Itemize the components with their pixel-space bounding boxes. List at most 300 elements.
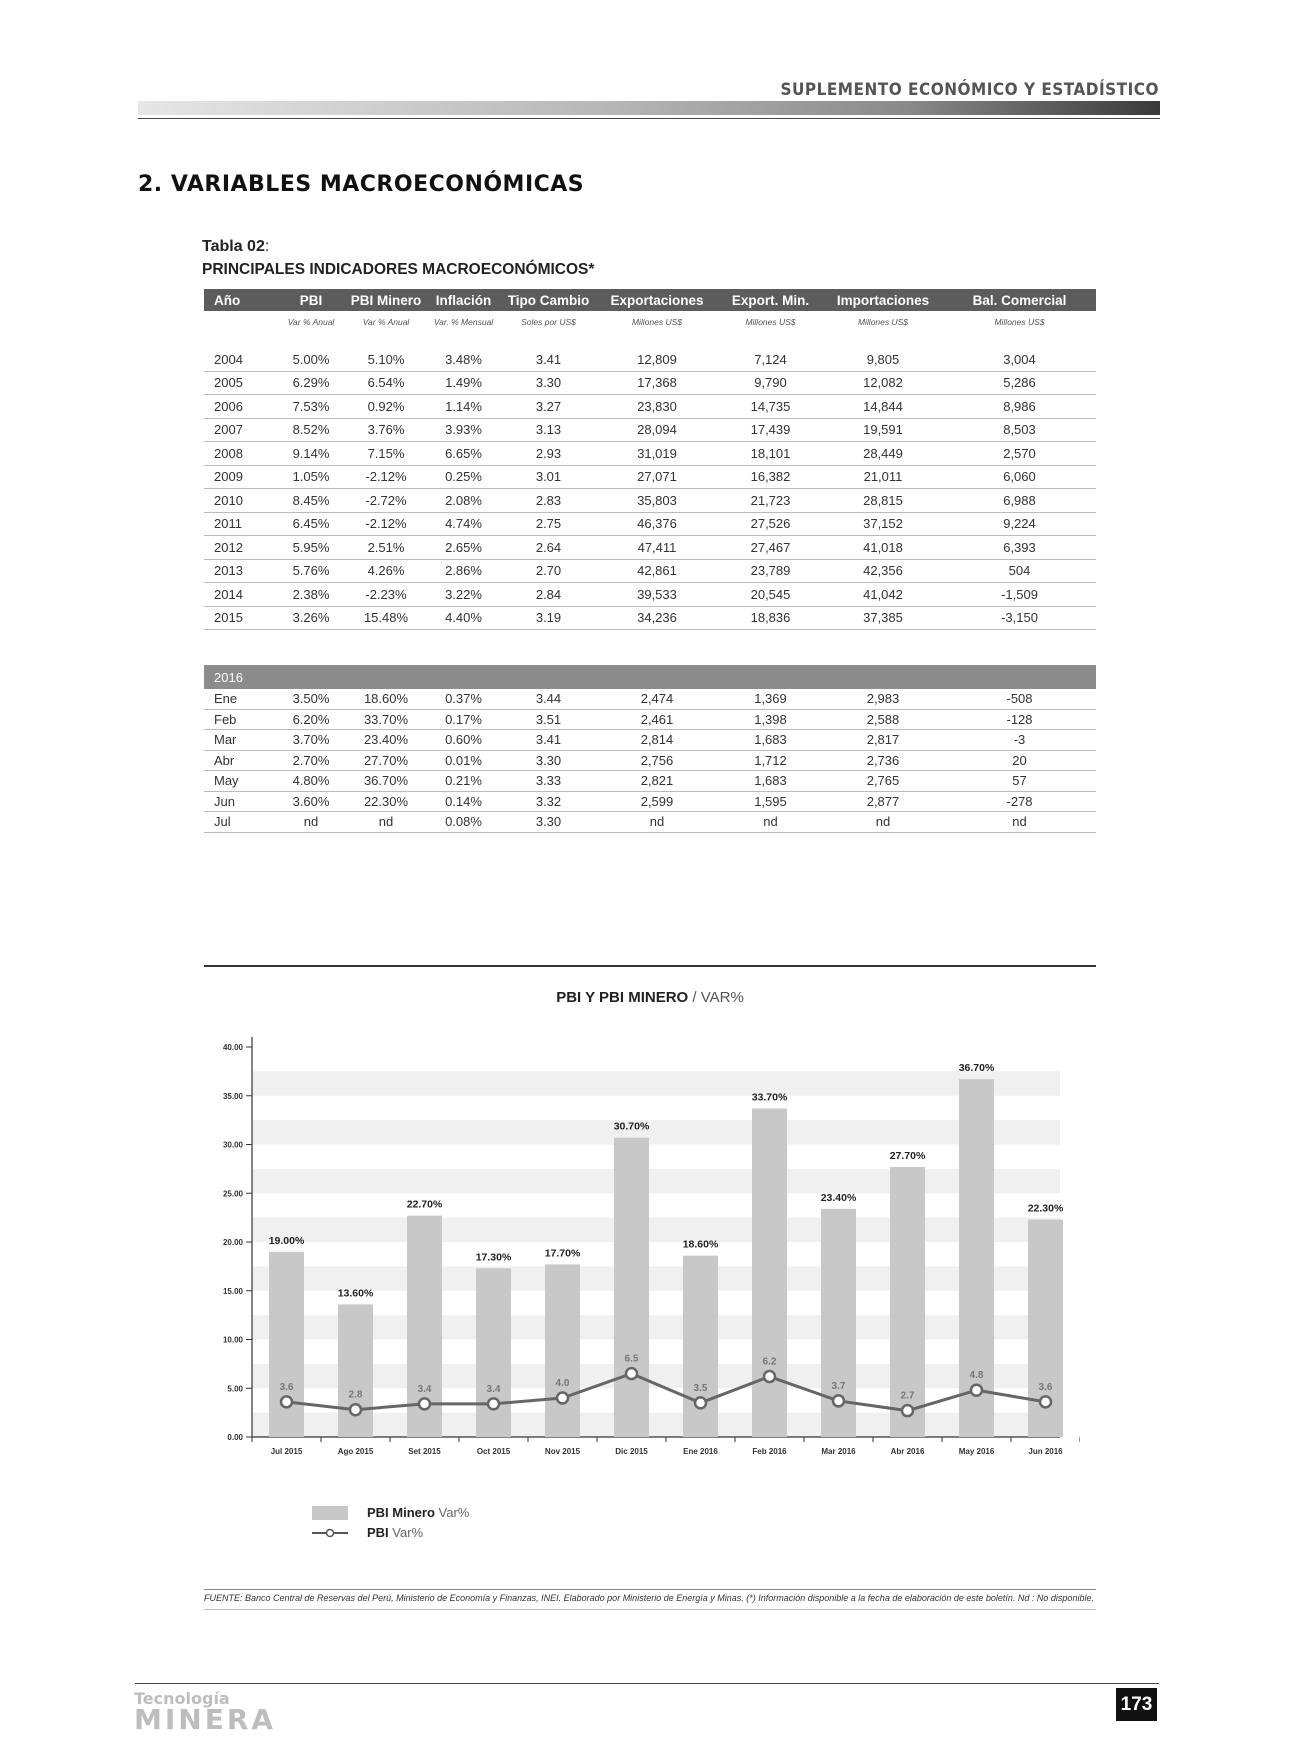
table-row — [204, 418, 1096, 442]
table-cell: 42,861 — [596, 559, 718, 583]
legend-item-pbi-minero — [367, 1505, 469, 1520]
table-row — [204, 512, 1096, 536]
table-cell: 2,814 — [596, 730, 718, 751]
table-cell: 2,877 — [823, 791, 943, 812]
table-cell: -2.12% — [346, 512, 426, 536]
line-point — [764, 1371, 775, 1382]
units-row — [204, 311, 1096, 333]
line-point — [281, 1396, 292, 1407]
header-rule — [138, 118, 1160, 119]
source-top-rule — [204, 1589, 1096, 1590]
line-point — [488, 1398, 499, 1409]
table-cell: 1.49% — [426, 371, 501, 395]
table-cell: 27,526 — [718, 512, 823, 536]
table-cell: 39,533 — [596, 583, 718, 607]
table-cell: 28,815 — [823, 489, 943, 513]
col-header: Exportaciones — [596, 289, 718, 311]
table-cell: 46,376 — [596, 512, 718, 536]
table-cell: 18,101 — [718, 442, 823, 466]
x-tick-label: Dic 2015 — [615, 1447, 648, 1456]
table-row — [204, 583, 1096, 607]
bar — [338, 1304, 373, 1437]
table-cell: 3.60% — [276, 791, 346, 812]
col-header: Tipo Cambio — [501, 289, 596, 311]
col-header: Importaciones — [823, 289, 943, 311]
col-header: PBI Minero — [346, 289, 426, 311]
line-data-label: 3.7 — [831, 1380, 846, 1392]
unit-cell: Soles por US$ — [521, 317, 576, 327]
table-cell: 3.30 — [501, 812, 596, 833]
table-cell: nd — [596, 812, 718, 833]
table-cell: 9,790 — [718, 371, 823, 395]
table-cell: 7.53% — [276, 395, 346, 419]
table-cell: 35,803 — [596, 489, 718, 513]
table-cell: 4.74% — [426, 512, 501, 536]
line-point — [419, 1398, 430, 1409]
table-row — [204, 489, 1096, 513]
table-cell: 14,844 — [823, 395, 943, 419]
legend-label: PBI Minero — [367, 1505, 435, 1520]
table-cell: 28,094 — [596, 418, 718, 442]
col-header: Inflación — [426, 289, 501, 311]
table-cell: -1,509 — [943, 583, 1096, 607]
table-cell: 37,385 — [823, 606, 943, 630]
col-header: Export. Min. — [718, 289, 823, 311]
table-row — [204, 812, 1096, 833]
legend-unit: Var% — [438, 1505, 470, 1520]
table-cell: 6.45% — [276, 512, 346, 536]
gap-row — [204, 630, 1096, 666]
y-tick-label: 15.00 — [222, 1286, 243, 1296]
table-cell: 17,368 — [596, 371, 718, 395]
x-tick-label: Jun 2016 — [1028, 1447, 1063, 1456]
table-cell: nd — [943, 812, 1096, 833]
page-number: 173 — [1116, 1688, 1157, 1721]
table-cell: 1,683 — [718, 730, 823, 751]
table-cell: 3.13 — [501, 418, 596, 442]
table-cell: 504 — [943, 559, 1096, 583]
table-cell: 2,765 — [823, 771, 943, 792]
bar — [683, 1256, 718, 1437]
x-axis — [252, 1437, 1080, 1456]
table-cell: 9,805 — [823, 348, 943, 371]
table-cell: 1,369 — [718, 689, 823, 709]
x-tick-label: Ago 2015 — [337, 1447, 374, 1456]
chart-background-bands — [252, 1071, 1060, 1437]
y-tick-label: 30.00 — [222, 1140, 243, 1150]
table-cell: 9.14% — [276, 442, 346, 466]
x-tick-label: May 2016 — [958, 1447, 995, 1456]
table-cell: 3.22% — [426, 583, 501, 607]
row-year: 2009 — [204, 465, 276, 489]
line-data-label: 3.6 — [279, 1381, 294, 1393]
bar-data-label: 36.70% — [958, 1062, 995, 1075]
table-cell: 0.08% — [426, 812, 501, 833]
gap-cell — [204, 630, 1096, 666]
col-header: Año — [204, 289, 276, 311]
table-cell: -3,150 — [943, 606, 1096, 630]
bar-data-label: 13.60% — [337, 1287, 374, 1300]
running-header-title: SUPLEMENTO ECONÓMICO Y ESTADÍSTICO — [780, 80, 1159, 100]
table-cell: 6,060 — [943, 465, 1096, 489]
table-cell: 3.41 — [501, 730, 596, 751]
table-cell: 17,439 — [718, 418, 823, 442]
table-cell: 3,004 — [943, 348, 1096, 371]
table-row — [204, 750, 1096, 771]
y-tick-label: 35.00 — [222, 1091, 243, 1101]
table-cell: 0.14% — [426, 791, 501, 812]
table-cell: 6.29% — [276, 371, 346, 395]
table-cell: 4.26% — [346, 559, 426, 583]
bar-data-label: 18.60% — [682, 1238, 719, 1251]
table-cell: -2.12% — [346, 465, 426, 489]
table-cell: 21,723 — [718, 489, 823, 513]
year-band-row — [204, 665, 1096, 689]
y-tick-label: 40.00 — [222, 1043, 243, 1052]
table-cell: 27,467 — [718, 536, 823, 560]
table-cell: 23.40% — [346, 730, 426, 751]
legend-bar-swatch — [312, 1506, 348, 1520]
table-cell: 2.75 — [501, 512, 596, 536]
table-cell: 12,809 — [596, 348, 718, 371]
table-cell: 18,836 — [718, 606, 823, 630]
table-cell: 2.70 — [501, 559, 596, 583]
table-cell: 27.70% — [346, 750, 426, 771]
unit-cell: Millones US$ — [857, 317, 909, 327]
table-cell: 2,821 — [596, 771, 718, 792]
row-year: 2005 — [204, 371, 276, 395]
bar — [269, 1252, 304, 1437]
legend-label: PBI — [367, 1525, 389, 1540]
table-cell: 3.27 — [501, 395, 596, 419]
unit-cell: Var. % Mensual — [433, 317, 494, 327]
bar-data-label: 19.00% — [268, 1234, 305, 1247]
table-cell: 3.44 — [501, 689, 596, 709]
chart-title — [204, 989, 1096, 1006]
table-cell: 33.70% — [346, 709, 426, 730]
bar-data-label: 27.70% — [889, 1149, 926, 1162]
table-cell: 0.25% — [426, 465, 501, 489]
pbi-chart — [200, 1020, 1080, 1460]
spacer-row — [204, 333, 1096, 348]
table-cell: 20 — [943, 750, 1096, 771]
bar-data-label: 22.70% — [406, 1198, 443, 1211]
grid-band — [252, 1071, 1060, 1095]
table-cell: 4.40% — [426, 606, 501, 630]
table-cell: 14,735 — [718, 395, 823, 419]
table-row — [204, 395, 1096, 419]
row-year: 2015 — [204, 606, 276, 630]
x-tick-label: Oct 2015 — [476, 1447, 511, 1456]
table-cell: -3 — [943, 730, 1096, 751]
row-year: 2006 — [204, 395, 276, 419]
source-note: FUENTE: Banco Central de Reservas del Perú, Ministerio de Economía y Finanzas, INEI. Elaborado por Ministerio de Energía y Minas. (*) Información disponible a la fecha de elaboración de este boletín. Nd : No disponible. — [204, 1593, 1094, 1603]
table-row — [204, 709, 1096, 730]
table-cell: 7.15% — [346, 442, 426, 466]
table-cell: 3.33 — [501, 771, 596, 792]
line-point — [833, 1395, 844, 1406]
table-cell: 3.76% — [346, 418, 426, 442]
source-bottom-rule — [204, 1609, 1096, 1610]
table-cell: -2.72% — [346, 489, 426, 513]
line-data-label: 6.5 — [624, 1353, 639, 1365]
table-cell: 23,789 — [718, 559, 823, 583]
table-cell: 3.50% — [276, 689, 346, 709]
bar-data-label: 33.70% — [751, 1091, 788, 1104]
line-data-label: 3.6 — [1038, 1381, 1053, 1393]
table-cell: 2,756 — [596, 750, 718, 771]
bar — [476, 1268, 511, 1437]
legend-unit: Var% — [392, 1525, 424, 1540]
line-point — [971, 1385, 982, 1396]
line-data-label: 4.0 — [555, 1378, 570, 1389]
bar-data-label: 23.40% — [820, 1191, 857, 1204]
x-tick-label: Ene 2016 — [683, 1447, 718, 1456]
table-cell: 3.30 — [501, 750, 596, 771]
table-cell: 2.93 — [501, 442, 596, 466]
line-point — [1040, 1396, 1051, 1407]
table-cell: 2.84 — [501, 583, 596, 607]
table-cell: 20,545 — [718, 583, 823, 607]
table-cell: 5.00% — [276, 348, 346, 371]
table-cell: 31,019 — [596, 442, 718, 466]
table-cell: 22.30% — [346, 791, 426, 812]
table-cell: 3.48% — [426, 348, 501, 371]
line-data-label: 6.2 — [762, 1356, 777, 1368]
line-point — [626, 1368, 637, 1379]
row-month: Abr — [204, 750, 276, 771]
line-point — [902, 1405, 913, 1416]
row-month: Ene — [204, 689, 276, 709]
footer-brand-logo: MINERA — [134, 1703, 277, 1736]
table-cell: 2.38% — [276, 583, 346, 607]
table-cell: 2.70% — [276, 750, 346, 771]
table-cell: 2.83 — [501, 489, 596, 513]
row-year: 2004 — [204, 348, 276, 371]
table-cell: 3.32 — [501, 791, 596, 812]
legend-item-pbi — [367, 1525, 423, 1540]
table-cell: 6,393 — [943, 536, 1096, 560]
y-tick-label: 5.00 — [227, 1384, 243, 1394]
table-cell: 28,449 — [823, 442, 943, 466]
table-cell: -278 — [943, 791, 1096, 812]
table-cell: 57 — [943, 771, 1096, 792]
table-cell: -508 — [943, 689, 1096, 709]
table-cell: 1,712 — [718, 750, 823, 771]
table-row — [204, 442, 1096, 466]
bar — [545, 1264, 580, 1437]
unit-cell — [204, 311, 276, 333]
y-tick-label: 10.00 — [222, 1335, 243, 1345]
table-cell: 47,411 — [596, 536, 718, 560]
table-cell: 27,071 — [596, 465, 718, 489]
table-cell: 2,599 — [596, 791, 718, 812]
table-body — [204, 311, 1096, 832]
table-cell: 19,591 — [823, 418, 943, 442]
x-tick-label: Feb 2016 — [752, 1447, 787, 1456]
table-cell: 2,474 — [596, 689, 718, 709]
line-data-label: 3.4 — [486, 1383, 501, 1395]
footer-brand-small: Tecnología — [134, 1689, 230, 1708]
table-cell: 2.51% — [346, 536, 426, 560]
grid-band — [252, 1218, 1060, 1242]
table-cell: 34,236 — [596, 606, 718, 630]
table-row — [204, 606, 1096, 630]
chart-title-suffix: / VAR% — [692, 989, 744, 1006]
unit-cell: Var % Anual — [362, 317, 410, 327]
table-row — [204, 536, 1096, 560]
table-cell: 3.70% — [276, 730, 346, 751]
legend-line-swatch — [312, 1526, 348, 1540]
table-cell: 1,683 — [718, 771, 823, 792]
line-point — [350, 1404, 361, 1415]
table-cell: 0.21% — [426, 771, 501, 792]
table-row — [204, 791, 1096, 812]
table-cell: 0.37% — [426, 689, 501, 709]
table-caption-label: Tabla 02 — [202, 238, 265, 255]
table-cell: 1.14% — [426, 395, 501, 419]
table-cell: 1,595 — [718, 791, 823, 812]
y-axis — [223, 1037, 252, 1442]
table-cell: 18.60% — [346, 689, 426, 709]
y-tick-label: 25.00 — [222, 1189, 243, 1199]
bar — [752, 1108, 787, 1437]
x-tick-label: Set 2015 — [408, 1447, 441, 1456]
table-cell: 8.52% — [276, 418, 346, 442]
table-cell: 42,356 — [823, 559, 943, 583]
table-cell: 2,817 — [823, 730, 943, 751]
table-cell: 2.08% — [426, 489, 501, 513]
table-row — [204, 465, 1096, 489]
row-year: 2007 — [204, 418, 276, 442]
line-data-label: 4.8 — [969, 1370, 984, 1382]
x-tick-label: Nov 2015 — [544, 1447, 581, 1456]
table-cell: 2,461 — [596, 709, 718, 730]
table-cell: 2.64 — [501, 536, 596, 560]
footer-rule — [135, 1683, 1159, 1684]
row-year: 2010 — [204, 489, 276, 513]
grid-band — [252, 1413, 1060, 1437]
table-row — [204, 771, 1096, 792]
table-cell: 8,986 — [943, 395, 1096, 419]
y-tick-label: 0.00 — [227, 1433, 243, 1442]
row-month: Feb — [204, 709, 276, 730]
table-subtitle: PRINCIPALES INDICADORES MACROECONÓMICOS* — [202, 261, 595, 278]
unit-cell: Millones US$ — [745, 317, 796, 327]
chart-top-rule — [204, 965, 1096, 967]
table-cell: 6.54% — [346, 371, 426, 395]
table-cell: nd — [823, 812, 943, 833]
row-month: Jun — [204, 791, 276, 812]
unit-cell: Millones US$ — [631, 317, 683, 327]
table-cell: 1.05% — [276, 465, 346, 489]
table-cell: 5.76% — [276, 559, 346, 583]
grid-band — [252, 1169, 1060, 1193]
grid-band — [252, 1315, 1060, 1339]
line-point — [557, 1393, 568, 1404]
table-cell: 3.26% — [276, 606, 346, 630]
table-cell: 21,011 — [823, 465, 943, 489]
table-cell: 3.51 — [501, 709, 596, 730]
macro-indicators-table — [204, 289, 1096, 833]
table-cell: 3.41 — [501, 348, 596, 371]
bar — [614, 1138, 649, 1437]
table-cell: 2.65% — [426, 536, 501, 560]
table-cell: 2,588 — [823, 709, 943, 730]
chart-title-main: PBI Y PBI MINERO — [556, 989, 689, 1006]
row-year: 2008 — [204, 442, 276, 466]
row-year: 2012 — [204, 536, 276, 560]
table-cell: 3.30 — [501, 371, 596, 395]
row-year: 2014 — [204, 583, 276, 607]
table-cell: 1,398 — [718, 709, 823, 730]
table-cell: 15.48% — [346, 606, 426, 630]
bar-data-label: 22.30% — [1027, 1202, 1064, 1215]
table-caption — [202, 238, 269, 256]
table-cell: 2,570 — [943, 442, 1096, 466]
table-cell: 4.80% — [276, 771, 346, 792]
table-cell: 3.19 — [501, 606, 596, 630]
bar-data-label: 17.70% — [544, 1247, 581, 1260]
bar-data-label: 30.70% — [613, 1120, 650, 1133]
unit-cell: Millones US$ — [994, 317, 1045, 327]
table-cell: 3.93% — [426, 418, 501, 442]
section-title: 2. VARIABLES MACROECONÓMICAS — [138, 172, 585, 197]
y-tick-label: 20.00 — [222, 1238, 243, 1247]
row-month: May — [204, 771, 276, 792]
table-cell: nd — [276, 812, 346, 833]
row-year: 2011 — [204, 512, 276, 536]
table-cell: 8,503 — [943, 418, 1096, 442]
table-cell: 7,124 — [718, 348, 823, 371]
table-cell: 6.65% — [426, 442, 501, 466]
table-caption-suffix: : — [264, 238, 270, 255]
header-gradient-bar — [138, 101, 1160, 115]
table-row — [204, 689, 1096, 709]
table-cell: -2.23% — [346, 583, 426, 607]
line-data-label: 2.8 — [348, 1389, 363, 1401]
table-cell: 6,988 — [943, 489, 1096, 513]
table-row — [204, 730, 1096, 751]
table-cell: 36.70% — [346, 771, 426, 792]
line-data-label: 3.5 — [693, 1382, 708, 1394]
table-cell: 9,224 — [943, 512, 1096, 536]
row-year: 2013 — [204, 559, 276, 583]
table-cell: 41,018 — [823, 536, 943, 560]
row-month: Jul — [204, 812, 276, 833]
table-cell: 2,983 — [823, 689, 943, 709]
table-cell: 0.17% — [426, 709, 501, 730]
table-cell: 6.20% — [276, 709, 346, 730]
table-row — [204, 348, 1096, 371]
row-month: Mar — [204, 730, 276, 751]
table-cell: 0.01% — [426, 750, 501, 771]
table-cell: nd — [718, 812, 823, 833]
table-cell: 12,082 — [823, 371, 943, 395]
line-point — [695, 1397, 706, 1408]
line-data-label: 3.4 — [417, 1383, 432, 1395]
table-cell: 23,830 — [596, 395, 718, 419]
table-cell: 5.10% — [346, 348, 426, 371]
table-cell: 37,152 — [823, 512, 943, 536]
table-cell: 5,286 — [943, 371, 1096, 395]
table-cell: 2.86% — [426, 559, 501, 583]
table-row — [204, 371, 1096, 395]
col-header: PBI — [276, 289, 346, 311]
table-cell: nd — [346, 812, 426, 833]
x-tick-label: Abr 2016 — [890, 1447, 925, 1456]
table-cell: 3.01 — [501, 465, 596, 489]
